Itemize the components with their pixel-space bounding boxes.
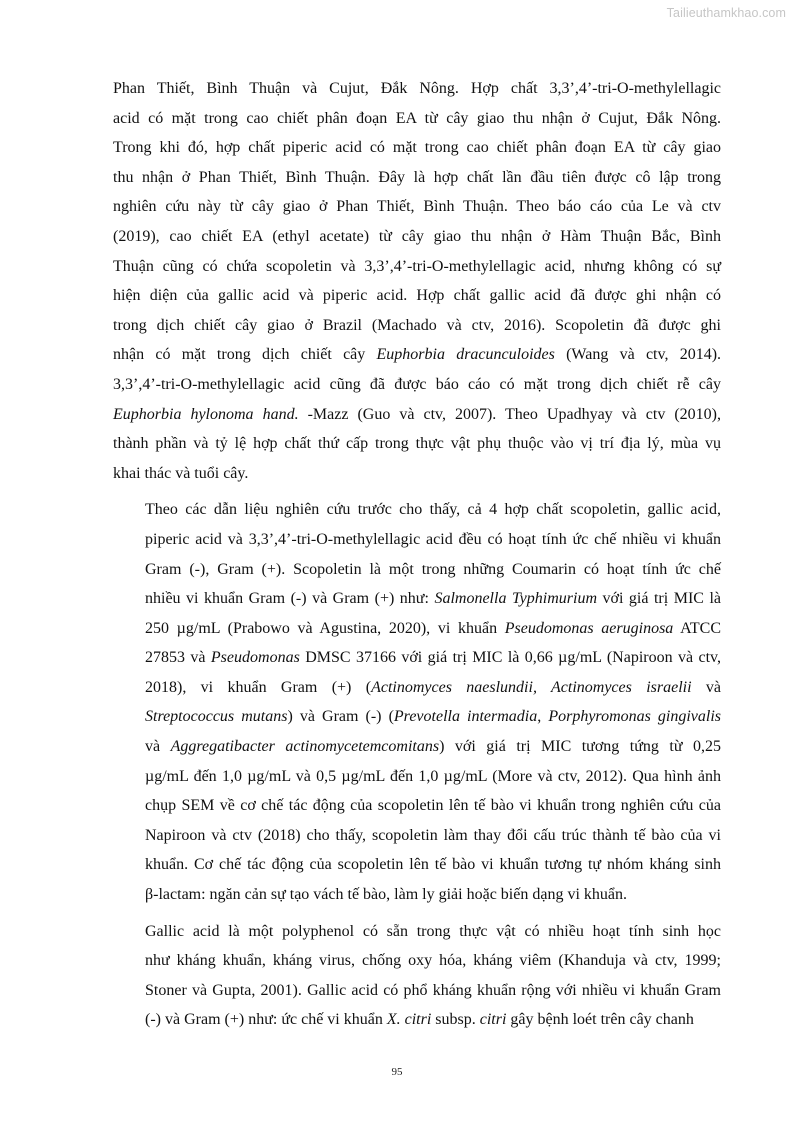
text-line: [113, 459, 721, 489]
text-run: nhận có mặt trong dịch chiết cây: [113, 346, 377, 364]
text-line: [113, 917, 721, 947]
document-body: [113, 74, 721, 1035]
text-run: ) với giá trị MIC tương tứng từ 0,25: [439, 738, 721, 756]
text-line: [113, 762, 721, 792]
text-run: ,: [537, 708, 549, 726]
text-run: 3,3’,4’-tri-O-methylellagic acid cũng đã được báo cáo có mặt trong dịch chiết rễ cây: [113, 375, 721, 393]
text-line: [113, 495, 721, 525]
italic-text-run: Euphorbia dracunculoides: [376, 346, 555, 364]
text-line: [113, 791, 721, 821]
text-run: piperic acid và 3,3’,4’-tri-O-methylellagic acid đều có hoạt tính ức chế nhiều vi khuẩn: [145, 530, 721, 548]
text-line: [113, 252, 721, 282]
text-run: µg/mL đến 1,0 µg/mL và 0,5 µg/mL đến 1,0 µg/mL (More và ctv, 2012). Qua hình ảnh: [145, 767, 721, 785]
text-run: Gallic acid là một polyphenol có sẵn trong thực vật có nhiều hoạt tính sinh học: [145, 922, 721, 940]
text-run: Thuận cũng có chứa scopoletin và 3,3’,4’-tri-O-methylellagic acid, nhưng không có sự: [113, 257, 721, 275]
text-line: [113, 429, 721, 459]
page-number: 95: [391, 1066, 403, 1078]
italic-text-run: X. citri: [386, 1011, 432, 1029]
text-run: ATCC: [673, 619, 721, 637]
text-run: nhiều vi khuẩn Gram (-) và Gram (+) như:: [145, 590, 435, 608]
text-run: Gram (-), Gram (+). Scopoletin là một trong những Coumarin có hoạt tính ức chế: [145, 560, 721, 578]
italic-text-run: Euphorbia hylonoma hand.: [113, 405, 299, 423]
text-line: [113, 400, 721, 430]
text-line: [113, 850, 721, 880]
text-line: [113, 525, 721, 555]
italic-text-run: Aggregatibacter actinomycetemcomitans: [170, 738, 440, 756]
text-line: [113, 643, 721, 673]
text-line: [113, 370, 721, 400]
text-line: [113, 946, 721, 976]
text-line: [113, 880, 721, 910]
text-run: nghiên cứu này từ cây giao ở Phan Thiết, Bình Thuận. Theo báo cáo của Le và ctv: [113, 198, 721, 216]
text-run: (2019), cao chiết EA (ethyl acetate) từ cây giao thu nhận ở Hàm Thuận Bắc, Bình: [113, 227, 721, 245]
text-run: khai thác và tuổi cây.: [113, 464, 249, 482]
paragraph-p2: [113, 495, 721, 909]
paragraph-p1: [113, 74, 721, 488]
text-line: [113, 340, 721, 370]
text-line: [113, 555, 721, 585]
text-run: gây bệnh loét trên cây chanh: [506, 1011, 694, 1029]
text-line: [113, 222, 721, 252]
text-line: [113, 614, 721, 644]
text-run: subsp.: [431, 1011, 480, 1029]
text-run: và: [691, 678, 721, 696]
text-run: Trong khi đó, hợp chất piperic acid có mặt trong cao chiết phân đoạn EA từ cây giao: [113, 139, 721, 157]
italic-text-run: Streptococcus mutans: [145, 708, 288, 726]
text-line: [113, 104, 721, 134]
text-line: [113, 74, 721, 104]
text-run: acid có mặt trong cao chiết phân đoạn EA từ cây giao thu nhận ở Cujut, Đắk Nông.: [113, 109, 721, 127]
text-run: ) và Gram (-) (: [287, 708, 394, 726]
text-run: hiện diện của gallic acid và piperic acid. Hợp chất gallic acid đã được ghi nhận có: [113, 287, 721, 305]
text-run: Napiroon và ctv (2018) cho thấy, scopoletin làm thay đổi cấu trúc thành tế bào của vi: [145, 826, 721, 844]
text-run: Phan Thiết, Bình Thuận và Cujut, Đắk Nông. Hợp chất 3,3’,4’-tri-O-methylellagic: [113, 80, 721, 97]
text-run: β-lactam: ngăn cản sự tạo vách tế bào, làm ly giải hoặc biến dạng vi khuẩn.: [145, 886, 627, 904]
text-line: [113, 821, 721, 851]
text-run: trong dịch chiết cây giao ở Brazil (Machado và ctv, 2016). Scopoletin đã được ghi: [113, 316, 721, 334]
text-line: [113, 281, 721, 311]
text-run: (Wang và ctv, 2014).: [554, 346, 722, 364]
text-run: như kháng khuẩn, kháng virus, chống oxy hóa, kháng viêm (Khanduja và ctv, 1999;: [145, 952, 721, 970]
text-run: thành phần và tỷ lệ hợp chất thứ cấp trong thực vật phụ thuộc vào vị trí địa lý, mùa vụ: [113, 435, 721, 453]
text-run: với giá trị MIC là: [597, 590, 722, 608]
text-line: [113, 1005, 721, 1035]
italic-text-run: Actinomyces naeslundii, Actinomyces israelii: [371, 678, 692, 696]
italic-text-run: Pseudomonas aeruginosa: [504, 619, 674, 637]
text-run: (-) và Gram (+) như: ức chế vi khuẩn: [145, 1011, 387, 1029]
text-run: -Mazz (Guo và ctv, 2007). Theo Upadhyay và ctv (2010),: [298, 405, 722, 423]
italic-text-run: Pseudomonas: [210, 649, 300, 667]
text-line: [113, 584, 721, 614]
text-run: khuẩn. Cơ chế tác động của scopoletin lên tế bào vi khuẩn tương tự nhóm kháng sinh: [145, 856, 721, 874]
text-run: 27853 và: [145, 649, 211, 667]
text-run: Stoner và Gupta, 2001). Gallic acid có phổ kháng khuẩn rộng với nhiều vi khuẩn Gram: [145, 981, 721, 999]
paragraph-p3: [113, 917, 721, 1035]
text-run: và: [145, 738, 171, 756]
italic-text-run: citri: [479, 1011, 507, 1029]
text-line: [113, 133, 721, 163]
watermark-text: Tailieuthamkhao.com: [666, 6, 786, 20]
text-line: [113, 192, 721, 222]
text-line: [113, 311, 721, 341]
text-run: DMSC 37166 với giá trị MIC là 0,66 µg/mL (Napiroon và ctv,: [299, 649, 722, 667]
text-line: [113, 163, 721, 193]
text-line: [113, 976, 721, 1006]
italic-text-run: Salmonella Typhimurium: [434, 590, 597, 608]
text-run: 250 µg/mL (Prabowo và Agustina, 2020), vi khuẩn: [145, 619, 505, 637]
italic-text-run: Porphyromonas gingivalis: [548, 708, 722, 726]
text-run: 2018), vi khuẩn Gram (+) (: [145, 678, 372, 696]
text-run: chụp SEM về cơ chế tác động của scopoletin lên tế bào vi khuẩn trong nghiên cứu của: [145, 797, 721, 815]
text-line: [113, 702, 721, 732]
italic-text-run: Prevotella intermadia: [393, 708, 538, 726]
text-line: [113, 732, 721, 762]
text-run: thu nhận ở Phan Thiết, Bình Thuận. Đây là hợp chất lần đầu tiên được cô lập trong: [113, 168, 721, 186]
text-run: Theo các dẫn liệu nghiên cứu trước cho thấy, cả 4 hợp chất scopoletin, gallic acid,: [145, 501, 721, 519]
text-line: [113, 673, 721, 703]
